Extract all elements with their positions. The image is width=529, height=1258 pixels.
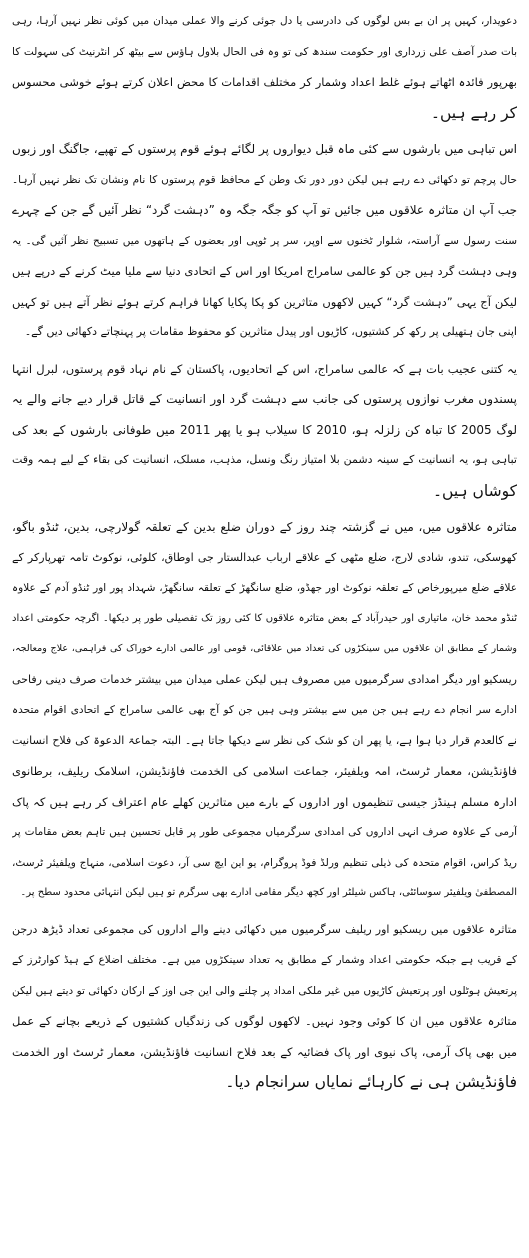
text-line: نے کالعدم قرار دیا ہوا ہے، یا پھر ان کو شک کی نظر سے دیکھا جاتا ہے۔ البتہ جماعۃ الدعوۃ کی فلاح انسانیت — [12, 733, 517, 747]
text-line: ادارہ مسلم ہینڈز جیسی تنظیموں اور اداروں کے بارے میں متاثرین کھلے عام اعتراف کر رہے ہیں کہ پاک — [12, 794, 517, 809]
text-line: متاثرہ علاقوں میں، میں نے گزشتہ چند روز کے دوران ضلع بدین کے تعلقہ گولارچی، بدین، ٹنڈو باگو، — [12, 520, 517, 534]
text-line: ریڈ کراس، اقوام متحدہ کی ذیلی تنظیم ورلڈ فوڈ پروگرام، یو این ایچ سی آر، دعوت اسلامی، منہاج ویلفیئر ٹرسٹ، — [12, 856, 517, 869]
text-line: فاؤنڈیشن، معمار ٹرسٹ، امہ ویلفیئر، جماعت اسلامی کی الخدمت فاؤنڈیشن، اسلامک ریلیف، برطانوی — [12, 764, 517, 778]
text-line: کوشاں ہیں۔ — [432, 481, 517, 500]
text-line: تباہی ہو، یہ انسانیت کے سینہ دشمن بلا امتیاز رنگ ونسل، مذہب، مسلک، انسانیت کی بقاء کے لیے ہمہ وقت — [12, 453, 517, 466]
text-line: میں بھی پاک آرمی، پاک نیوی اور پاک فضائیہ کے بعد فلاح انسانیت فاؤنڈیشن، معمار ٹرسٹ اور الخدمت — [12, 1044, 517, 1059]
text-line: وہی دہشت گرد ہیں جن کو عالمی سامراج امریکا اور اس کے اتحادی دنیا سے ملیا میٹ کرنے کے درپے ہیں — [12, 264, 517, 278]
text-line: وشمار کے مطابق ان علاقوں میں سینکڑوں کی تعداد میں علاقائی، قومی اور عالمی ادارے خوراک کی فراہمی، علاج ومعالجہ، — [12, 643, 517, 654]
text-line: اپنی جان ہتھیلی پر رکھ کر کشتیوں، کاڑیوں اور پیدل متاثرین کو محفوظ مقامات پر پہنچاتے دکھائی دیں گے۔ — [24, 325, 517, 338]
text-line: جب آپ ان متاثرہ علاقوں میں جائیں تو آپ کو جگہ جگہ وہ ”دہشت گرد“ نظر آئیں گے جن کے چہرے — [12, 203, 517, 217]
text-line: دعویدار، کہیں پر ان بے بس لوگوں کی دادرسی یا دل جوئی کرنے والا عملی میدان میں کوئی نظر نہیں آرہا، رہی — [12, 15, 517, 27]
text-line: بات صدر آصف علی زرداری اور حکومت سندھ کی تو وہ فی الحال بلاول ہاؤس سے بیٹھ کر انٹرنیٹ کی سہولت کا — [12, 45, 517, 58]
text-line: ادارے سر انجام دے رہے ہیں جن میں سے بیشتر وہی ہیں جن کو آج بھی عالمی سامراج کے اتحادی اقوام متحدہ — [12, 704, 517, 716]
text-line: اس تباہی میں بارشوں سے کئی ماہ قبل دیواروں پر لگائے ہوئے قوم پرستوں کے تھپے، جاگنگ اور زبوں — [12, 142, 517, 156]
text-line: ریسکیو اور دیگر امدادی سرگرمیوں میں مصروف ہیں لیکن عملی میدان میں بیشتر خدمات صرف دینی رفاحی — [12, 672, 517, 686]
text-line: المصطفیٰ ویلفیئر سوسائٹی، ہاکس شیلٹر اور کچھ دیگر مقامی ادارے بھی سرگرم تو ہیں لیکن انتہائی محدود سطح پر۔ — [20, 887, 517, 898]
text-line: کھوسکی، تندو، شادی لارج، ضلع مٹھی کے علاقے ارباب عبدالستار جی اوطاق، کلوئی، نوکوٹ تامہ تھرپارکر کے — [12, 550, 517, 564]
text-line: متاثرہ علاقوں میں ریسکیو اور ریلیف سرگرمیوں میں دکھائی دینے والے اداروں کی مجموعی تعداد ڈیڑھ درجن — [12, 922, 517, 936]
text-line: علاقے ضلع میرپورخاص کے تعلقہ نوکوٹ اور جھڈو، ضلع سانگھڑ کے تعلقہ سانگھڑ، شہداد پور اور ٹنڈو آدم کے علاوہ — [12, 582, 517, 594]
text-line: متاثرہ علاقوں میں ان کا کوئی وجود نہیں۔ لاکھوں لوگوں کی زندگیاں کشتیوں کے ذریعے بچانے کے عمل — [12, 1014, 517, 1028]
text-line: کے قریب ہے جبکہ حکومتی اعداد وشمار کے مطابق یہ تعداد سینکڑوں میں ہے۔ مختلف اضلاع کے ہیڈ کوارٹرز کے — [12, 954, 517, 966]
paragraph-relief-organizations — [12, 915, 517, 1098]
text-line: یہ کتنی عجیب بات ہے کہ عالمی سامراج، اس کے اتحادیوں، پاکستان کے نام نہاد قوم پرستوں، لبرل انتہا — [12, 361, 517, 376]
text-line: کر رہے ہیں۔ — [430, 103, 517, 122]
text-line: حال پرچم تو دکھائی دے رہے ہیں لیکن دور دور تک وطن کے محافظ قوم پرستوں کا نام ونشان تک نظر نہیں آرہا۔ — [12, 173, 517, 186]
text-line: پسندوں مغرب نوازوں پرستوں کی جانب سے دہشت گرد اور انسانیت کے قاتل قرار دیے جانے والے یہ — [12, 392, 517, 406]
text-line: ٹنڈو محمد خان، ماتیاری اور حیدرآباد کے بعض متاثرہ علاقوں کا کئی روز تک تفصیلی طور پر دیکھا۔ اگرچہ حکومتی اعداد — [12, 612, 517, 624]
text-line: فاؤنڈیشن ہی نے کارہائے نمایاں سرانجام دیا۔ — [225, 1073, 517, 1091]
text-line: لوگ 2005 کا تباہ کن زلزلہ ہو، 2010 کا سیلاب ہو یا پھر 2011 میں طوفانی بارشوں کے بعد کی — [12, 422, 517, 437]
paragraph-strange-fact — [12, 354, 517, 507]
text-line: آرمی کے علاوہ صرف انہی اداروں کی امدادی سرگرمیاں مجموعی طور پر قابل تحسین ہیں تاہم بعض مقامات پر — [12, 826, 517, 838]
paragraph-nationalists — [12, 134, 517, 348]
text-line: سنت رسول سے آراستہ، شلوار ٹخنوں سے اوپر، سر پر ٹوپی اور بعضوں کے ہاتھوں میں تسبیح نظر آئیں گی۔ یہ — [12, 234, 517, 247]
text-line: بھرپور فائدہ اٹھاتے ہوئے غلط اعداد وشمار کر مختلف اقدامات کا محض اعلان کرتے ہوئے خوشی محسوس — [12, 75, 517, 89]
paragraph-relief-claims — [12, 6, 517, 128]
text-line: پرتعیش ہوٹلوں اور پرتعیش کاڑیوں میں غیر ملکی امداد پر چلنے والی این جی اوز کے ارکان دکھائی تو دیتے ہیں لیکن — [12, 984, 517, 997]
text-line: لیکن آج یہی ”دہشت گرد“ کہیں لاکھوں متاثرین کو پکا پکایا کھانا فراہم کرتے ہوئے نظر آتے ہیں تو کہیں — [12, 294, 517, 309]
paragraph-affected-areas — [12, 512, 517, 909]
